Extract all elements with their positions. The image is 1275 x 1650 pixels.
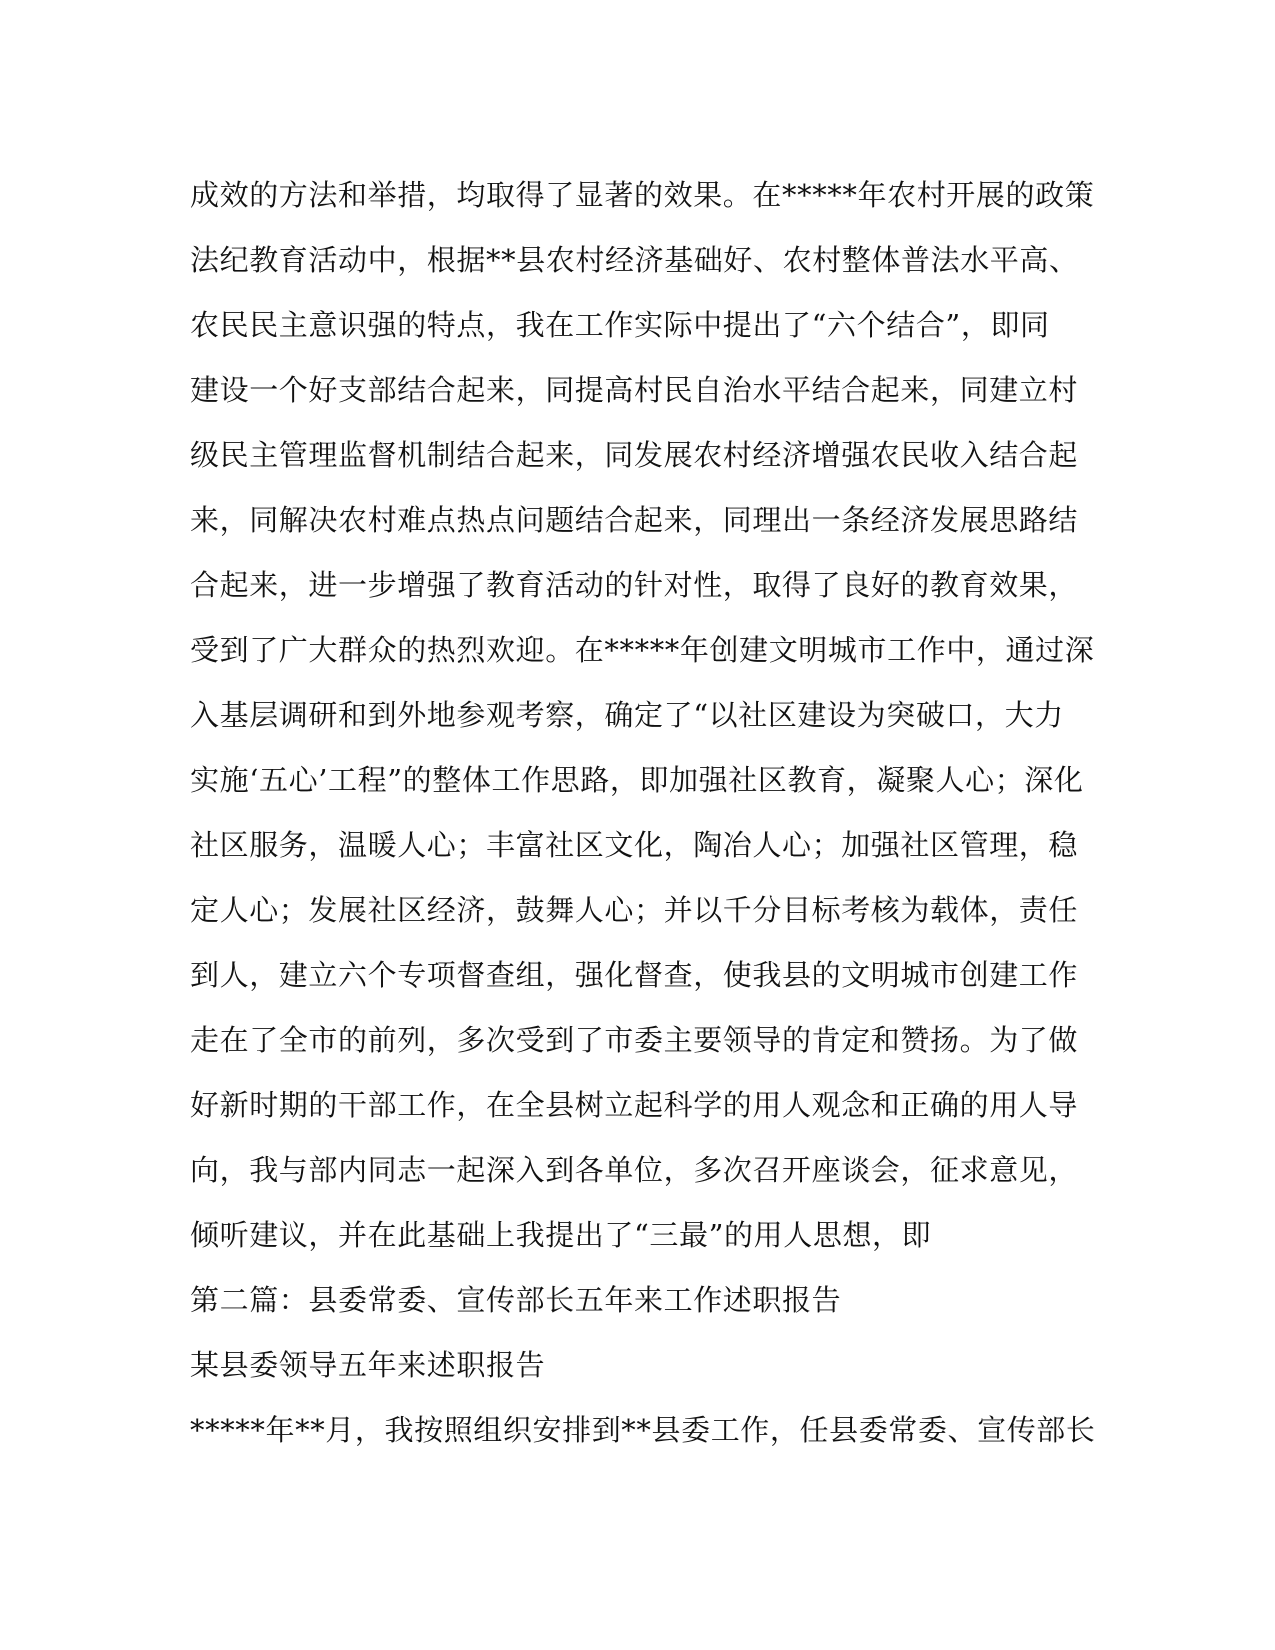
text-line: 法纪教育活动中，根据**县农村经济基础好、农村整体普法水平高、: [190, 243, 1079, 277]
text-line: 成效的方法和举措，均取得了显著的效果。在*****年农村开展的政策: [190, 178, 1095, 212]
text-line: 级民主管理监督机制结合起来，同发展农村经济增强农民收入结合起: [190, 438, 1079, 472]
text-line: 实施‘五心’工程”的整体工作思路，即加强社区教育，凝聚人心；深化: [190, 763, 1084, 797]
text-line: 建设一个好支部结合起来，同提高村民自治水平结合起来，同建立村: [190, 373, 1079, 407]
text-line: *****年**月，我按照组织安排到**县委工作，任县委常委、宣传部长: [190, 1413, 1096, 1447]
section-heading: 第二篇：县委常委、宣传部长五年来工作述职报告: [190, 1283, 842, 1317]
text-line: 倾听建议，并在此基础上我提出了“三最”的用人思想，即: [190, 1218, 932, 1252]
text-line: 受到了广大群众的热烈欢迎。在*****年创建文明城市工作中，通过深: [190, 633, 1095, 667]
text-line: 合起来，进一步增强了教育活动的针对性，取得了良好的教育效果，: [190, 568, 1079, 602]
text-line: 入基层调研和到外地参观考察，确定了“以社区建设为突破口，大力: [190, 698, 1064, 732]
text-line: 社区服务，温暖人心；丰富社区文化，陶冶人心；加强社区管理，稳: [190, 828, 1079, 862]
body-text: [190, 163, 1096, 1463]
text-line: 农民民主意识强的特点，我在工作实际中提出了“六个结合”，即同: [190, 308, 1050, 342]
text-line: 走在了全市的前列，多次受到了市委主要领导的肯定和赞扬。为了做: [190, 1023, 1079, 1057]
text-line: 来，同解决农村难点热点问题结合起来，同理出一条经济发展思路结: [190, 503, 1079, 537]
text-line: 定人心；发展社区经济，鼓舞人心；并以千分目标考核为载体，责任: [190, 893, 1079, 927]
text-line: 向，我与部内同志一起深入到各单位，多次召开座谈会，征求意见，: [190, 1153, 1079, 1187]
section-subheading: 某县委领导五年来述职报告: [190, 1348, 546, 1382]
text-line: 好新时期的干部工作，在全县树立起科学的用人观念和正确的用人导: [190, 1088, 1079, 1122]
text-line: 到人，建立六个专项督查组，强化督查，使我县的文明城市创建工作: [190, 958, 1079, 992]
